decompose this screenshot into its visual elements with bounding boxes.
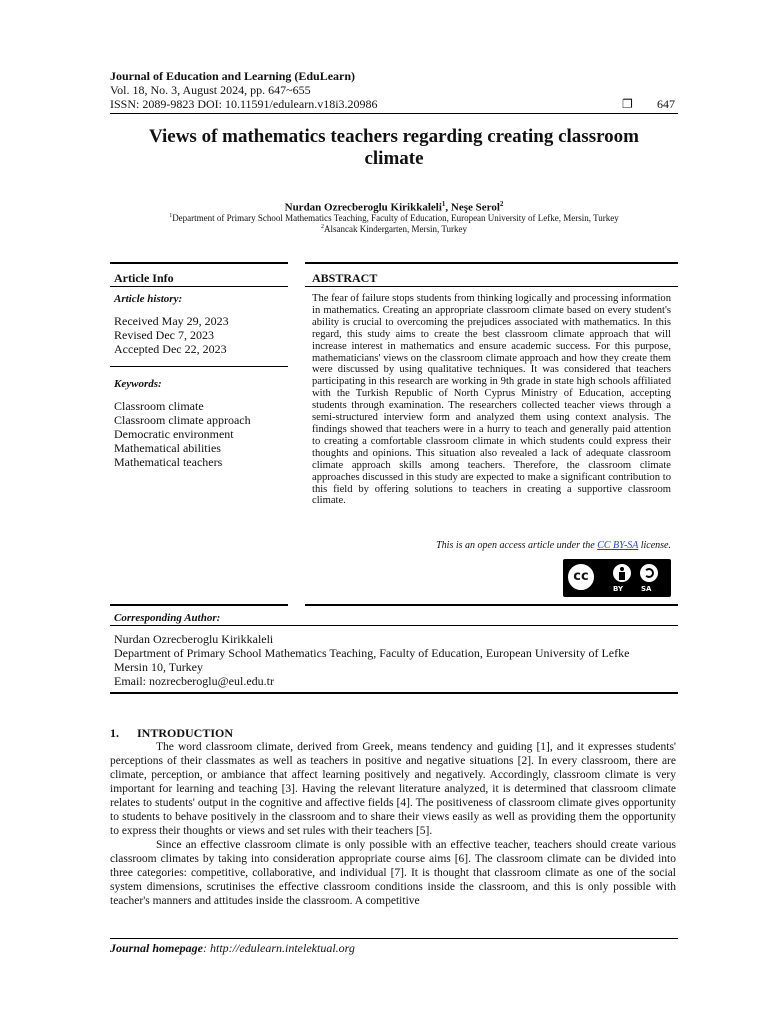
footer-rule	[110, 938, 678, 939]
affiliation-2-marker: 2	[320, 224, 324, 230]
article-info-bottom-rule	[110, 604, 288, 606]
header-rule	[110, 113, 678, 114]
corresponding-city: Mersin 10, Turkey	[114, 660, 204, 674]
license-suffix: license.	[638, 540, 671, 551]
article-history-list	[114, 314, 229, 356]
page-marker-icon: ❐	[622, 97, 633, 111]
introduction-body	[110, 740, 676, 908]
license-line	[312, 540, 671, 552]
corresponding-rule	[110, 625, 678, 626]
article-info-top-rule	[110, 262, 288, 264]
article-history-heading: Article history:	[114, 293, 183, 305]
cc-by-label: BY	[613, 585, 624, 593]
history-received: Received May 29, 2023	[114, 314, 229, 328]
journal-issn-doi: ISSN: 2089-9823 DOI: 10.11591/edulearn.v18i3.20986	[110, 97, 378, 111]
author-2: Neşe Serol	[450, 201, 500, 214]
license-link[interactable]: CC BY-SA	[597, 540, 639, 551]
author-separator: ,	[445, 201, 451, 214]
cc-sa-label: SA	[641, 585, 652, 593]
section-number: 1.	[110, 726, 119, 740]
journal-homepage-label: Journal homepage	[110, 941, 204, 955]
keyword-item: Classroom climate approach	[114, 413, 251, 427]
cc-by-sa-badge-icon[interactable]	[563, 559, 671, 597]
journal-name: Journal of Education and Learning (EduLearn)	[110, 69, 356, 83]
section-heading: INTRODUCTION	[137, 726, 234, 740]
cc-logo-icon: cc	[566, 562, 596, 592]
journal-homepage-line	[110, 941, 355, 955]
keywords-list	[114, 399, 251, 469]
keywords-heading: Keywords:	[114, 378, 162, 390]
keyword-item: Democratic environment	[114, 427, 234, 441]
corresponding-author-heading: Corresponding Author:	[114, 612, 221, 624]
keyword-item: Mathematical teachers	[114, 455, 223, 469]
journal-volume: Vol. 18, No. 3, August 2024, pp. 647~655	[110, 83, 311, 97]
article-info-sub-rule	[110, 286, 288, 287]
introduction-paragraph-1: The word classroom climate, derived from Greek, means tendency and guiding [1], and it expresses students' perceptions of their classmates as well as teachers in positive and negative situations [2]. In every classroom, there are climate, perception, or ambiance that affect learning positively and negatively. Accordingly, classroom climate is very important for learning and teaching [3]. Having the relevant literature analyzed, it is determined that classroom climate relates to students' output in the cognitive and affective fields [4]. The positiveness of classroom climate gives opportunity to students to behave positively in the classroom and to share their views easily as well as providing them the opportunity to express their thoughts or views and set rules with their teachers [5].	[110, 741, 676, 837]
corresponding-bottom-rule	[110, 692, 678, 694]
license-prefix: This is an open access article under the	[436, 540, 598, 551]
attribution-person-icon	[611, 562, 633, 584]
author-1: Nurdan Ozrecberoglu Kirikkaleli	[284, 201, 442, 214]
affiliation-2-text: Alsancak Kindergarten, Mersin, Turkey	[323, 224, 468, 234]
author-2-affiliation: 2	[499, 200, 504, 208]
corresponding-department: Department of Primary School Mathematics Teaching, Faculty of Education, European University of Lefke	[114, 646, 630, 660]
abstract-sub-rule	[305, 286, 678, 287]
keyword-item: Mathematical abilities	[114, 441, 221, 455]
abstract-body: The fear of failure stops students from thinking logically and processing information in mathematics. Creating an appropriate classroom climate based on every student's ability is crucial to overcoming the prejudices associated with mathematics. In this regard, this study aims to create the best classroom climate approach that will increase interest in mathematics and ensure academic success. For this purpose, mathematicians' views on the classroom climate approach and how they create them were discussed by using qualitative techniques. It was considered that teachers participating in this research are working in 9th grade in state high schools affiliated with the Turkish Republic of North Cyprus Ministry of Education, accepting students through examination. The researchers collected teacher views through a semi-structured interview form and analyzed them using context analysis. The findings showed that teachers were in a hurry to teach and generally paid attention to creating a comfortable classroom climate in which students could express their thoughts and opinions. This situation also revealed a lack of adequate classroom climate approach skills among teachers. Therefore, the classroom climate approaches discussed in this study are expected to make a significant contribution to this field by offering solutions to teachers in creating a supportive classroom climate.	[312, 293, 671, 507]
corresponding-email: Email: nozrecberoglu@eul.edu.tr	[114, 674, 274, 688]
paper-title-line2: climate	[364, 148, 424, 169]
abstract-top-rule	[305, 262, 678, 264]
affiliation-1-marker: 1	[169, 213, 173, 219]
page-number: 647	[657, 97, 675, 111]
history-accepted: Accepted Dec 22, 2023	[114, 342, 227, 356]
paper-title-line1: Views of mathematics teachers regarding creating classroom	[148, 126, 640, 147]
abstract-heading: ABSTRACT	[312, 271, 378, 285]
journal-homepage-link[interactable]: http://edulearn.intelektual.org	[210, 941, 355, 955]
affiliation-2	[110, 222, 678, 235]
history-divider	[110, 366, 288, 367]
affiliation-1-text: Department of Primary School Mathematics Teaching, Faculty of Education, European University of Lefke, Mersin, Turkey	[172, 213, 619, 223]
article-info-heading: Article Info	[114, 271, 174, 285]
journal-homepage-separator: :	[203, 941, 211, 955]
introduction-paragraph-2: Since an effective classroom climate is only possible with an effective teacher, teachers should create various classroom climates by taking into consideration appropriate course aims [6]. The classroom climate can be divided into three categories: competitive, collaborative, and individual [7]. It is thought that classroom climate as one of the social system dimensions, scrutinises the effective classroom conditions inside the classroom, and this is only possible with teacher's manners and attitudes inside the classroom. A competitive	[110, 839, 676, 907]
abstract-bottom-rule	[305, 604, 678, 606]
paper-title	[110, 126, 678, 170]
history-revised: Revised Dec 7, 2023	[114, 328, 214, 342]
corresponding-name: Nurdan Ozrecberoglu Kirikkaleli	[114, 632, 274, 646]
share-alike-icon	[638, 562, 660, 584]
author-1-affiliation: 1	[441, 200, 446, 208]
keyword-item: Classroom climate	[114, 399, 204, 413]
